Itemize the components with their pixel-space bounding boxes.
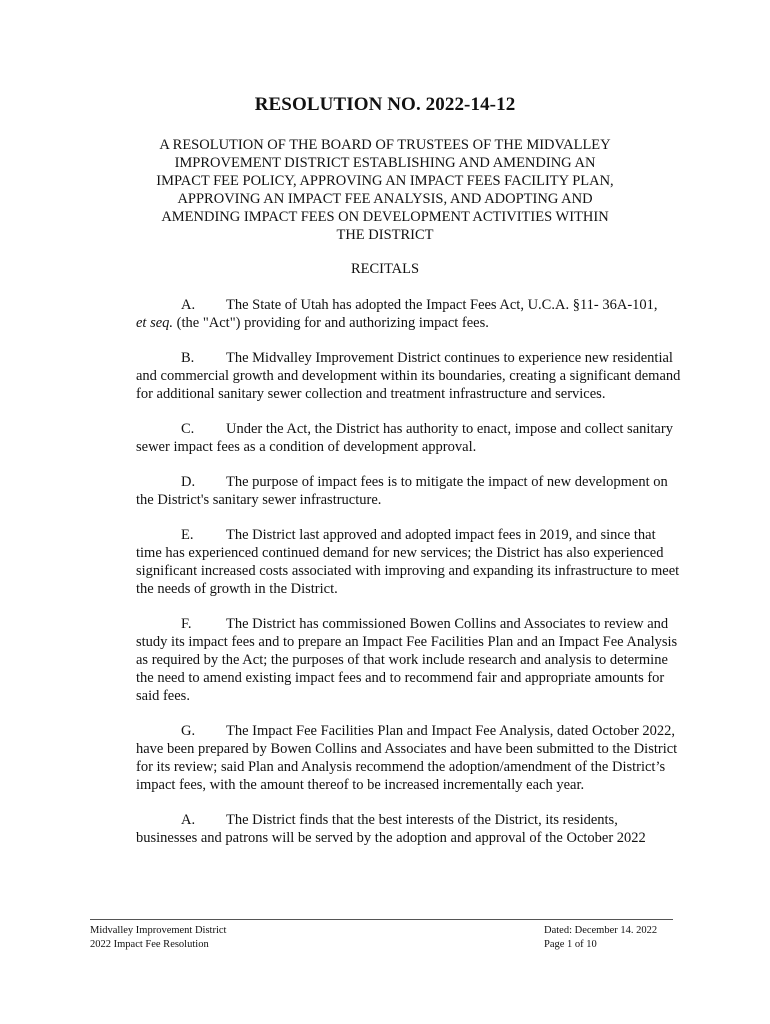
subtitle-line: THE DISTRICT	[336, 227, 434, 243]
page-footer	[90, 919, 673, 950]
recital-text: The District has commissioned Bowen Collins and Associates to review and study its impact fees and to prepare an Impact Fee Facilities Plan and an Impact Fee Analysis as required by the Act; the purposes of that work include research and analysis to determine the need to amend existing impact fees and to recommend fair and appropriate amounts for said fees.	[136, 616, 678, 704]
recital-paragraph	[136, 811, 682, 847]
recital-paragraph	[136, 420, 682, 456]
recital-paragraph	[136, 296, 682, 332]
resolution-subtitle	[140, 136, 630, 244]
recital-text: Under the Act, the District has authority to enact, impose and collect sanitary sewer impact fees as a condition of development approval.	[136, 421, 673, 455]
resolution-title: RESOLUTION NO. 2022-14-12	[254, 94, 516, 115]
recital-letter: F.	[181, 616, 192, 632]
recital-letter: E.	[181, 527, 194, 543]
footer-right	[544, 924, 657, 952]
recital-paragraph	[136, 615, 682, 705]
recitals-body	[136, 296, 682, 864]
recital-letter: G.	[181, 723, 196, 739]
recital-letter: A.	[181, 812, 196, 828]
footer-document-name: 2022 Impact Fee Resolution	[90, 939, 209, 950]
recital-paragraph	[136, 349, 682, 403]
recital-text: The Impact Fee Facilities Plan and Impact Fee Analysis, dated October 2022, have been prepared by Bowen Collins and Associates and have been submitted to the District for its review; said Plan and Analysis recommend the adoption/amendment of the District’s impact fees, with the amount thereof to be increased incrementally each year.	[136, 723, 678, 793]
footer-district-name: Midvalley Improvement District	[90, 925, 227, 936]
recital-letter: D.	[181, 474, 196, 490]
subtitle-line: IMPACT FEE POLICY, APPROVING AN IMPACT FEES FACILITY PLAN,	[156, 173, 614, 189]
footer-page-number: Page 1 of 10	[544, 939, 597, 950]
footer-date: Dated: December 14. 2022	[544, 925, 658, 936]
recital-text: The Midvalley Improvement District continues to experience new residential and commercial growth and development within its boundaries, creating a significant demand for additional sanitary sewer collection and treatment infrastructure and services.	[136, 350, 681, 402]
recital-text-after: (the "Act") providing for and authorizing impact fees.	[173, 315, 489, 331]
recital-letter: B.	[181, 350, 195, 366]
subtitle-line: APPROVING AN IMPACT FEE ANALYSIS, AND ADOPTING AND	[177, 191, 593, 207]
recital-text: The State of Utah has adopted the Impact Fees Act, U.C.A. §11- 36A-101,	[226, 297, 658, 313]
recital-italic-text: et seq.	[136, 315, 174, 331]
section-heading: RECITALS	[350, 261, 420, 277]
footer-left	[90, 924, 226, 952]
subtitle-line: A RESOLUTION OF THE BOARD OF TRUSTEES OF THE MIDVALLEY	[159, 137, 611, 153]
subtitle-line: IMPROVEMENT DISTRICT ESTABLISHING AND AMENDING AN	[174, 155, 596, 171]
recital-paragraph	[136, 526, 682, 598]
recital-text: The District finds that the best interests of the District, its residents, businesses and patrons will be served by the adoption and approval of the October 2022	[136, 812, 646, 846]
recital-text: The District last approved and adopted impact fees in 2019, and since that time has experienced continued demand for new services; the District has also experienced significant increased costs associated with improving and expanding its infrastructure to meet the needs of growth in the District.	[136, 527, 680, 597]
recital-paragraph	[136, 722, 682, 794]
subtitle-line: AMENDING IMPACT FEES ON DEVELOPMENT ACTIVITIES WITHIN	[161, 209, 609, 225]
recital-paragraph	[136, 473, 682, 509]
recital-letter: A.	[181, 297, 196, 313]
recital-text: The purpose of impact fees is to mitigate the impact of new development on the District's sanitary sewer infrastructure.	[136, 474, 668, 508]
recital-letter: C.	[181, 421, 195, 437]
